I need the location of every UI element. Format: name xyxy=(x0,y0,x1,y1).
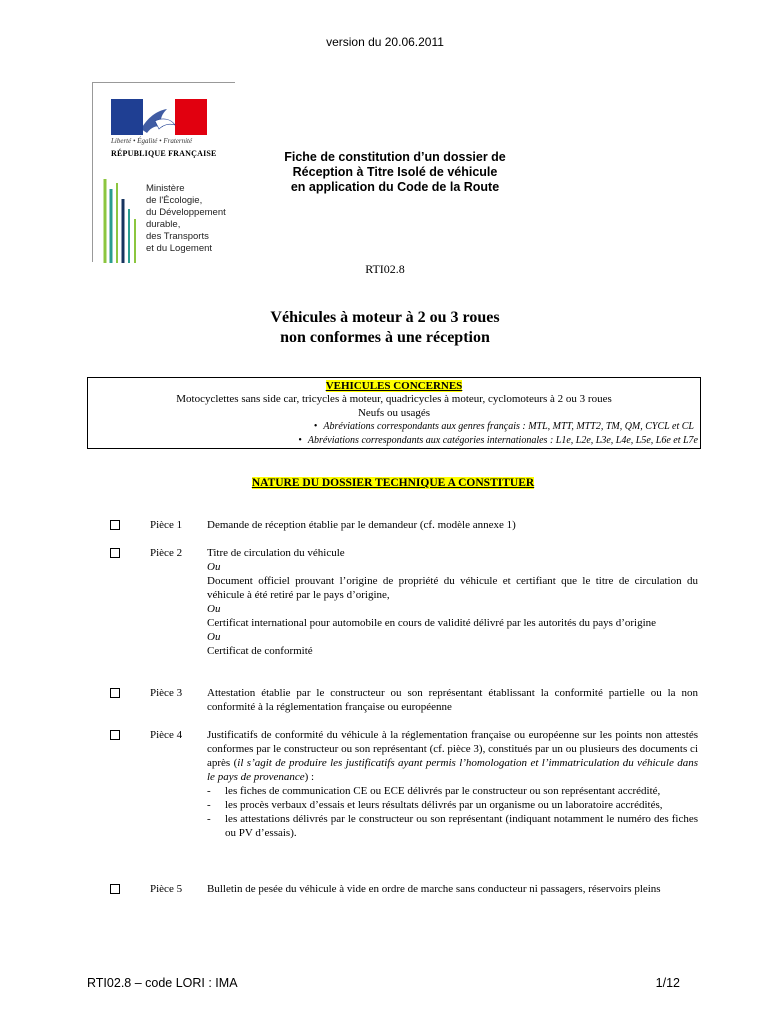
piece-label: Pièce 1 xyxy=(150,519,183,531)
piece-text: Document officiel prouvant l’origine de propriété du véhicule et certifiant que le titre de circulation du véhicule à été retiré par le pays d’origine, xyxy=(207,575,698,601)
list-item: - les fiches de communication CE ou ECE délivrés par le constructeur ou son représentant accrédité, xyxy=(207,784,698,798)
footer-reference: RTI02.8 – code LORI : IMA xyxy=(87,976,238,990)
nature-heading-text: NATURE DU DOSSIER TECHNIQUE A CONSTITUER xyxy=(251,477,535,489)
piece-label: Pièce 2 xyxy=(150,547,183,559)
piece-intro-note: il s’agit de produire les justificatifs ayant permis l’homologation et l’immatriculation du véhicule dans le pays de provenance xyxy=(207,757,699,783)
alternative-or: Ou xyxy=(207,631,221,643)
bullet-icon: • xyxy=(313,421,318,432)
piece-intro-text: Justificatifs de conformité du véhicule à la réglementation française ou européenne sur les points non attestés conformes par le constructeur ou son représentant (cf. pièce 3), constitués par un ou plusieurs des documents ci après ( xyxy=(207,729,698,769)
main-title-line: non conformes à une réception xyxy=(280,329,490,346)
piece-intro xyxy=(207,728,698,784)
checkbox-icon[interactable] xyxy=(110,520,120,530)
ministry-name: Ministère de l'Écologie, du Développement durable, des Transports et du Logement xyxy=(146,183,226,254)
vehicles-types: Motocyclettes sans side car, tricycles à moteur, quadricycles à moteur, cyclomoteurs à 2 ou 3 roues xyxy=(176,393,612,405)
alternative-or: Ou xyxy=(207,603,221,615)
fiche-title-line: en application du Code de la Route xyxy=(290,180,500,194)
ministry-stripes-icon xyxy=(99,179,139,263)
piece-label: Pièce 5 xyxy=(150,883,183,895)
bullet-text: Abréviations correspondants aux catégories internationales : L1e, L2e, L3e, L4e, L5e, L6e et L7e xyxy=(307,435,698,446)
nature-heading xyxy=(0,476,770,490)
checkbox-icon[interactable] xyxy=(110,730,120,740)
bullet-international-categories xyxy=(298,434,698,448)
fiche-title xyxy=(230,150,560,195)
piece-label: Pièce 3 xyxy=(150,687,183,699)
vehicles-box xyxy=(87,377,701,449)
checkbox-icon[interactable] xyxy=(110,688,120,698)
piece-text: Titre de circulation du véhicule xyxy=(207,547,345,559)
piece-body xyxy=(207,728,698,840)
marianne-flag-icon xyxy=(111,99,207,135)
bullet-text: Abréviations correspondants aux genres français : MTL, MTT, MTT2, TM, QM, CYCL et CL xyxy=(323,421,694,432)
piece-body xyxy=(207,546,698,658)
page-number: 1/12 xyxy=(655,976,680,990)
main-title xyxy=(0,308,770,348)
republic-motto: Liberté • Égalité • Fraternité xyxy=(111,137,193,145)
vehicles-condition: Neufs ou usagés xyxy=(357,407,431,419)
piece-body xyxy=(207,518,698,532)
vehicles-heading xyxy=(88,379,700,393)
checkbox-icon[interactable] xyxy=(110,884,120,894)
piece-text: Attestation établie par le constructeur ou son représentant établissant la conformité partielle ou la non conformité à la réglementation française ou européenne xyxy=(207,687,698,713)
republic-name: RÉPUBLIQUE FRANÇAISE xyxy=(111,149,217,158)
justificatifs-list xyxy=(207,784,698,840)
vehicles-heading-text: VEHICULES CONCERNES xyxy=(325,380,463,392)
piece-body xyxy=(207,882,698,896)
main-title-line: Véhicules à moteur à 2 ou 3 roues xyxy=(270,309,500,326)
fiche-title-line: Fiche de constitution d’un dossier de xyxy=(284,150,506,164)
list-item: - les procès verbaux d’essais et leurs résultats délivrés par un organisme ou un laboratoire accrédités, xyxy=(207,798,698,812)
bullet-icon: • xyxy=(298,435,302,446)
piece-text: Bulletin de pesée du véhicule à vide en ordre de marche sans conducteur ni passagers, réservoirs pleins xyxy=(207,883,661,895)
fiche-title-line: Réception à Titre Isolé de véhicule xyxy=(292,165,498,179)
piece-text: Certificat de conformité xyxy=(207,645,313,657)
piece-text: Certificat international pour automobile en cours de validité délivré par les autorités du pays d’origine xyxy=(207,617,657,629)
version-date: version du 20.06.2011 xyxy=(326,35,444,49)
piece-text: Demande de réception établie par le demandeur (cf. modèle annexe 1) xyxy=(207,519,516,531)
list-item: - les attestations délivrés par le constructeur ou son représentant (indiquant notamment le numéro des fiches ou PV d’essais). xyxy=(207,812,698,840)
alternative-or: Ou xyxy=(207,561,221,573)
piece-intro-end: ) : xyxy=(304,771,315,783)
piece-body xyxy=(207,686,698,714)
ministry-logo xyxy=(92,82,235,262)
bullet-french-genres xyxy=(314,420,694,434)
checkbox-icon[interactable] xyxy=(110,548,120,558)
piece-label: Pièce 4 xyxy=(150,729,183,741)
document-reference: RTI02.8 xyxy=(365,262,405,276)
